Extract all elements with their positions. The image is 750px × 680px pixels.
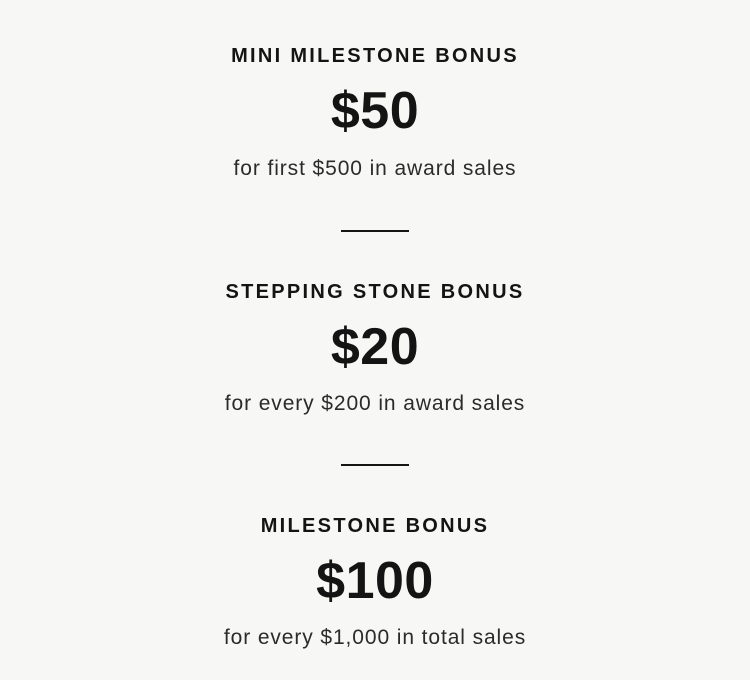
bonus-description: for every $200 in award sales — [224, 392, 526, 416]
bonus-title: MILESTONE BONUS — [260, 514, 490, 537]
bonus-amount: $100 — [316, 551, 434, 610]
bonus-block-milestone — [0, 514, 750, 652]
bonus-amount: $20 — [330, 317, 420, 376]
bonus-amount: $50 — [330, 82, 420, 140]
bonus-description: for first $500 in award sales — [233, 156, 517, 180]
bonus-title: MINI MILESTONE BONUS — [231, 45, 519, 67]
section-divider — [341, 464, 409, 466]
bonus-block-mini-milestone — [0, 44, 750, 182]
divider-1-wrap — [0, 230, 750, 232]
bonus-block-stepping-stone — [0, 280, 750, 418]
bonus-description: for every $1,000 in total sales — [223, 626, 527, 650]
bonus-title: STEPPING STONE BONUS — [225, 280, 525, 303]
section-divider — [341, 230, 409, 232]
divider-2-wrap — [0, 464, 750, 466]
